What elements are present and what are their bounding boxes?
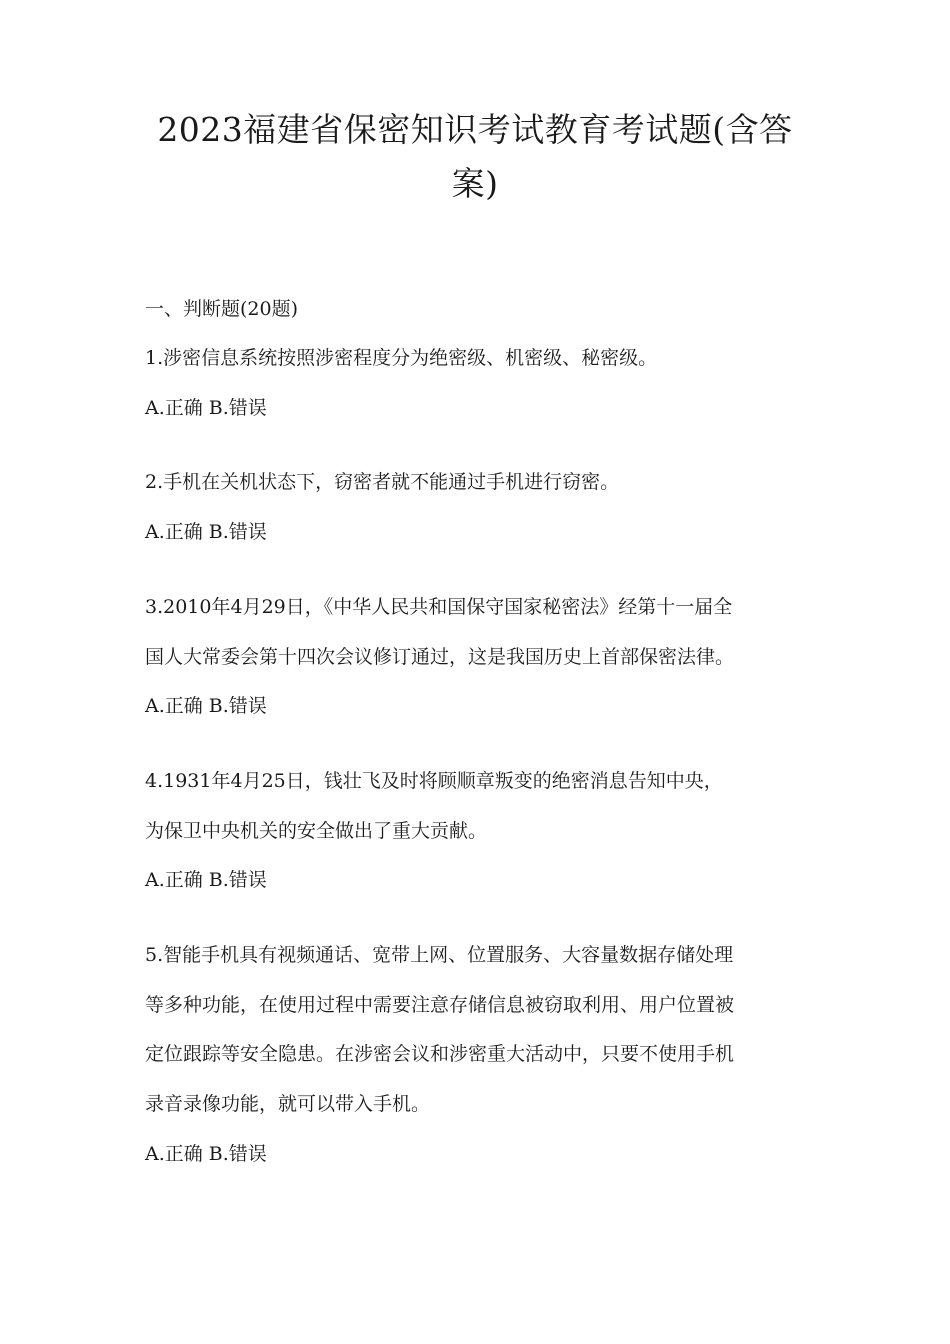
- question-5-text-line-3: 定位跟踪等安全隐患。在涉密会议和涉密重大活动中，只要不使用手机: [145, 1043, 735, 1065]
- question-2-options: A.正确 B.错误: [145, 521, 267, 543]
- question-3-options: A.正确 B.错误: [145, 695, 267, 717]
- question-1-text-line-1: 1.涉密信息系统按照涉密程度分为绝密级、机密级、秘密级。: [145, 347, 658, 369]
- question-5-text-line-2: 等多种功能，在使用过程中需要注意存储信息被窃取利用、用户位置被: [145, 994, 735, 1016]
- question-5-options: A.正确 B.错误: [145, 1143, 267, 1165]
- question-3-text-line-1: 3.2010年4月29日，《中华人民共和国保守国家秘密法》经第十一届全: [145, 596, 733, 618]
- question-1-options: A.正确 B.错误: [145, 397, 267, 419]
- question-2-text-line-1: 2.手机在关机状态下，窃密者就不能通过手机进行窃密。: [145, 471, 620, 493]
- question-5-text-line-4: 录音录像功能，就可以带入手机。: [145, 1093, 431, 1115]
- question-4-options: A.正确 B.错误: [145, 869, 267, 891]
- question-5-text-line-1: 5.智能手机具有视频通话、宽带上网、位置服务、大容量数据存储处理: [145, 944, 734, 966]
- question-3-text-line-2: 国人大常委会第十四次会议修订通过，这是我国历史上首部保密法律。: [145, 646, 735, 668]
- question-4-text-line-1: 4.1931年4月25日，钱壮飞及时将顾顺章叛变的绝密消息告知中央，: [145, 770, 723, 792]
- document-title: [130, 103, 820, 211]
- document-title-line-1: 2023福建省保密知识考试教育考试题(含答: [157, 110, 793, 149]
- question-4-text-line-2: 为保卫中央机关的安全做出了重大贡献。: [145, 820, 488, 842]
- document-title-line-2: 案): [451, 164, 499, 203]
- section-heading: 一、判断题(20题): [145, 298, 299, 320]
